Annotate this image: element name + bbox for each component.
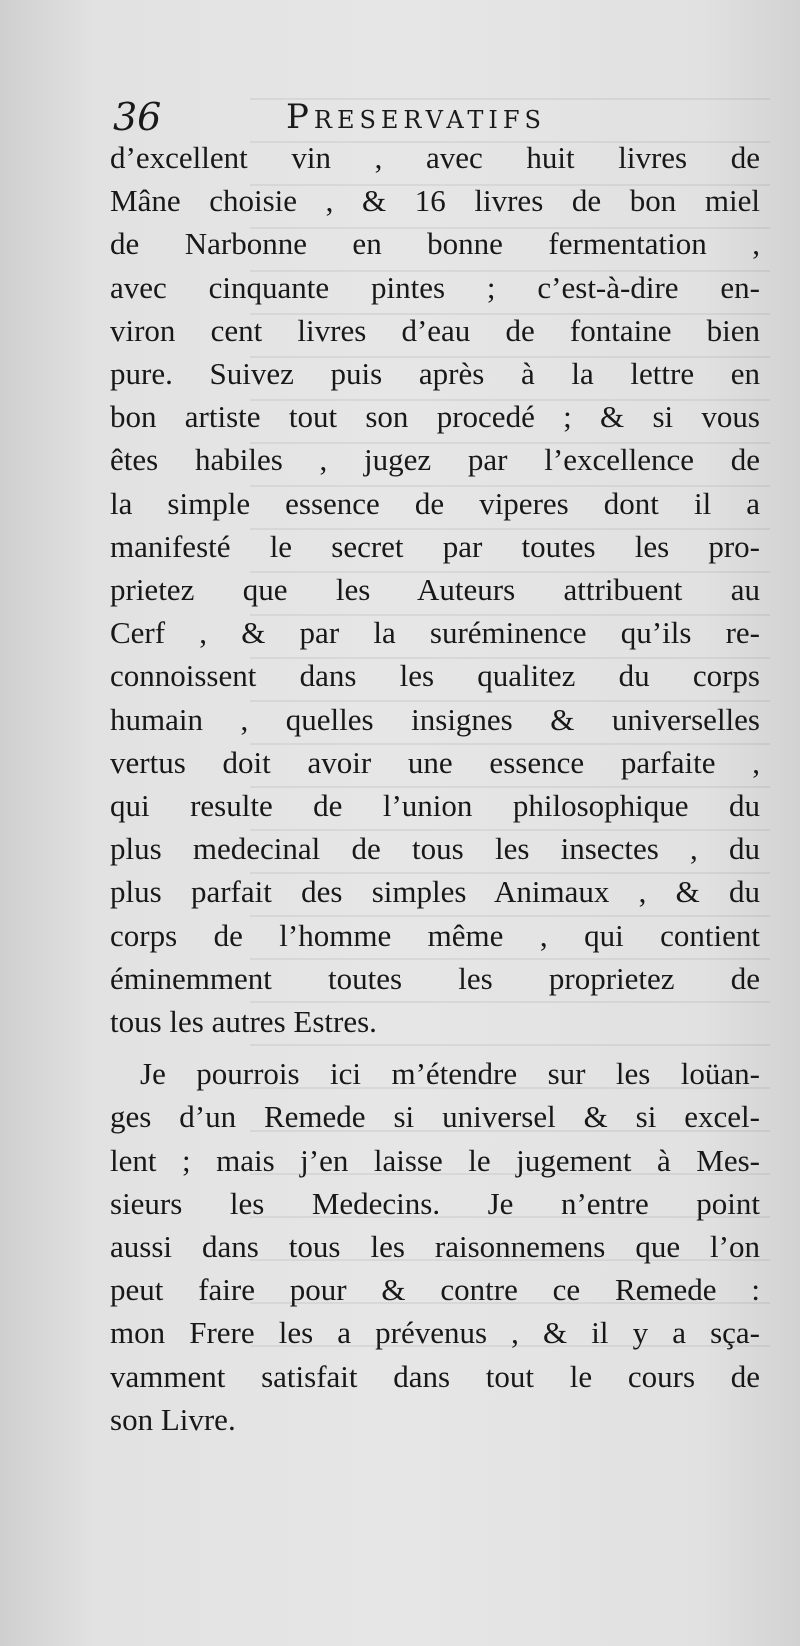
text-line: humain , quelles insignes & universelles: [110, 701, 760, 737]
page-number: 36: [113, 95, 162, 139]
text-line: qui resulte de l’union philosophique du: [110, 788, 760, 824]
paragraph-gap: [110, 1043, 760, 1052]
text-line: mon Frere les a prévenus , & il y a sça-: [110, 1315, 760, 1351]
text-line: avec cinquante pintes ; c’est-à-dire en-: [110, 269, 760, 305]
text-line: aussi dans tous les raisonnemens que l’on: [110, 1229, 760, 1265]
text-line: connoissent dans les qualitez du corps: [110, 658, 760, 694]
paragraph-1: [110, 136, 760, 1043]
text-line: Je pourrois ici m’étendre sur les loüan-: [140, 1056, 760, 1092]
text-line: vamment satisfait dans tout le cours de: [110, 1358, 760, 1394]
text-line: Mâne choisie , & 16 livres de bon miel: [110, 183, 760, 219]
text-line: ges d’un Remede si universel & si excel-: [110, 1099, 760, 1135]
paragraph-2: [110, 1052, 760, 1441]
text-line: tous les autres Estres.: [110, 1004, 377, 1040]
text-line: bon artiste tout son procedé ; & si vous: [110, 399, 760, 435]
text-line: peut faire pour & contre ce Remede :: [110, 1272, 760, 1308]
running-head: Preservatifs: [286, 97, 546, 137]
text-line: Cerf , & par la suréminence qu’ils re-: [110, 615, 760, 651]
text-line: vertus doit avoir une essence parfaite ,: [110, 744, 760, 780]
text-line: plus medecinal de tous les insectes , du: [110, 831, 760, 867]
text-line: de Narbonne en bonne fermentation ,: [110, 226, 760, 262]
text-line: manifesté le secret par toutes les pro-: [110, 528, 760, 564]
text-line: la simple essence de viperes dont il a: [110, 485, 760, 521]
text-line: lent ; mais j’en laisse le jugement à Mes-: [110, 1142, 760, 1178]
text-line: prietez que les Auteurs attribuent au: [110, 572, 760, 608]
text-line: êtes habiles , jugez par l’excellence de: [110, 442, 760, 478]
text-line: d’excellent vin , avec huit livres de: [110, 140, 760, 175]
text-line: son Livre.: [110, 1401, 236, 1437]
text-line: éminemment toutes les proprietez de: [110, 960, 760, 996]
text-line: corps de l’homme même , qui contient: [110, 917, 760, 953]
text-line: pure. Suivez puis après à la lettre en: [110, 356, 760, 392]
text-line: sieurs les Medecins. Je n’entre point: [110, 1185, 760, 1221]
text-line: viron cent livres d’eau de fontaine bien: [110, 312, 760, 348]
page-header: [113, 92, 763, 142]
text-line: plus parfait des simples Animaux , & du: [110, 874, 760, 910]
body-text: [110, 136, 760, 1441]
